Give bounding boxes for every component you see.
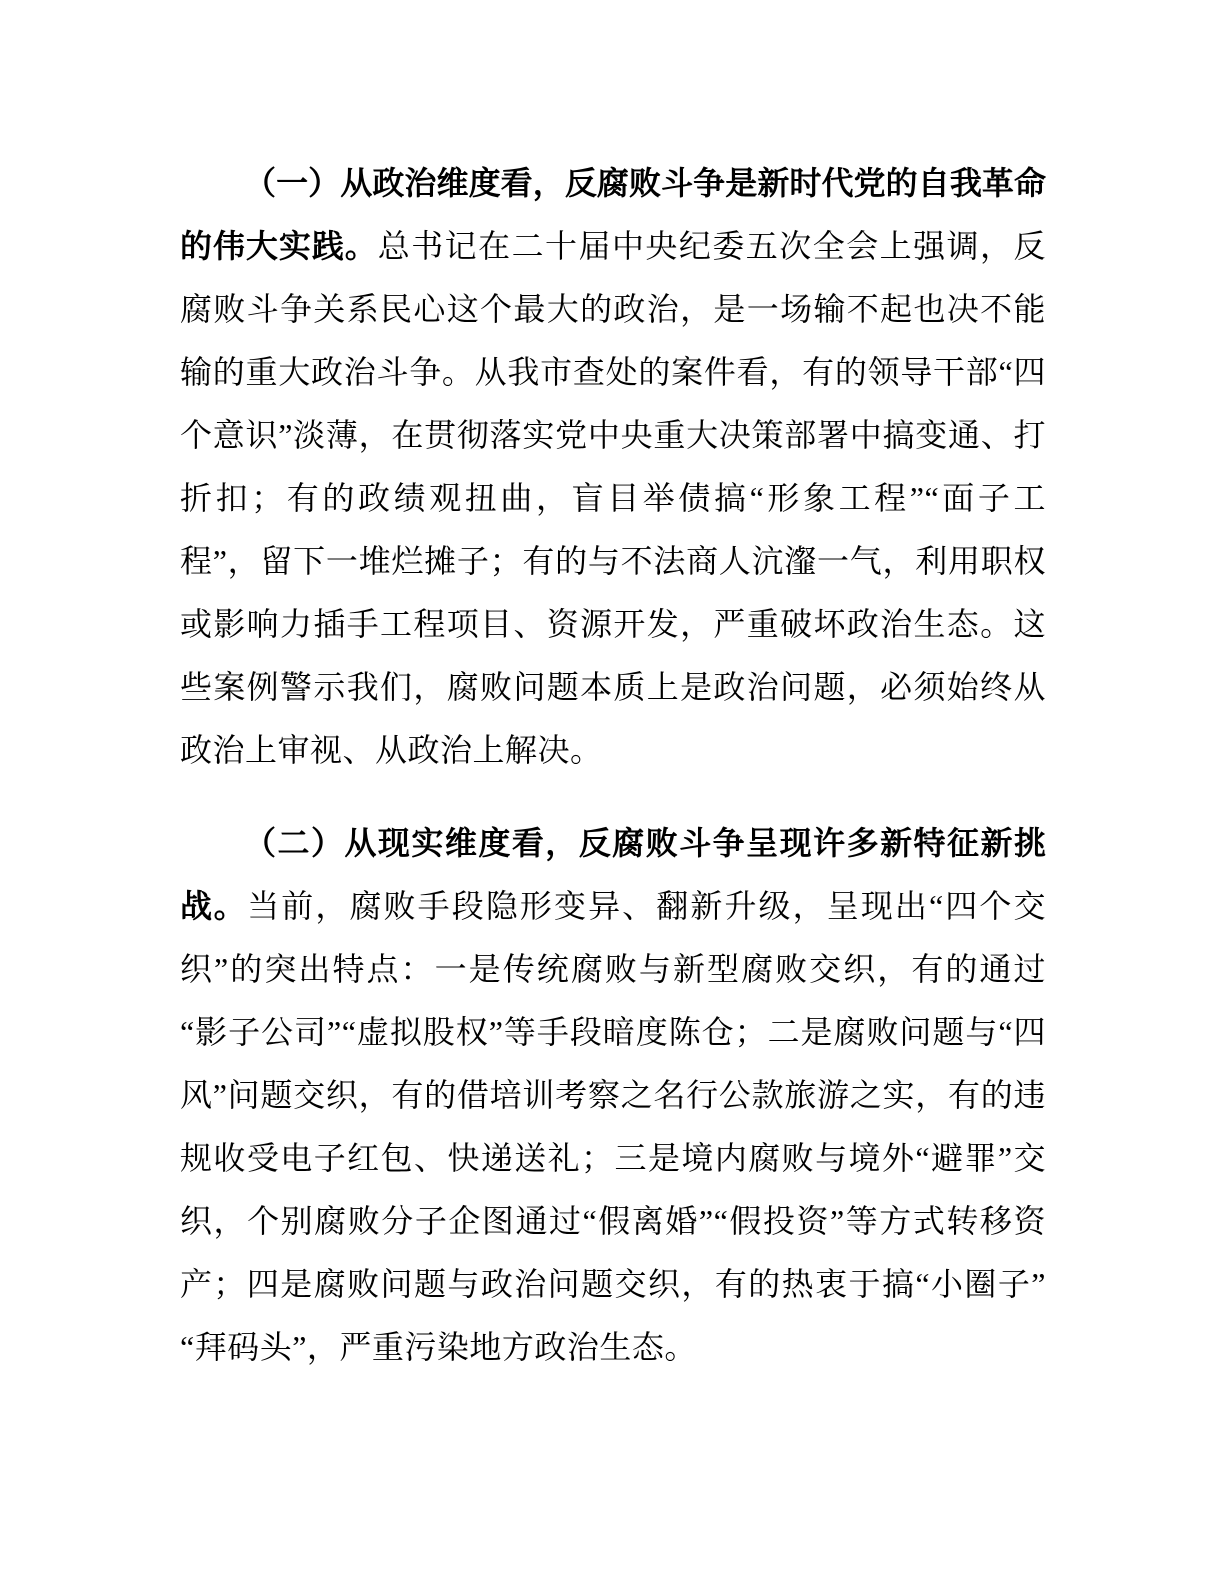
document-body: [180, 152, 1046, 1379]
paragraph-text: 总书记在二十届中央纪委五次全会上强调，反腐败斗争关系民心这个最大的政治，是一场输不起也决不能输的重大政治斗争。从我市查处的案件看，有的领导干部“四个意识”淡薄，在贯彻落实党中央重大决策部署中搞变通、打折扣；有的政绩观扭曲，盲目举债搞“形象工程”“面子工程”，留下一堆烂摊子；有的与不法商人沆瀣一气，利用职权或影响力插手工程项目、资源开发，严重破坏政治生态。这些案例警示我们，腐败问题本质上是政治问题，必须始终从政治上审视、从政治上解决。: [180, 228, 1046, 768]
paragraph-heading: （一）从政治维度看，反腐败斗争是新时代党的自我革命的伟大实践。: [180, 165, 1046, 264]
paragraph: [180, 812, 1046, 1379]
paragraph: [180, 152, 1046, 782]
paragraph-text: 当前，腐败手段隐形变异、翻新升级，呈现出“四个交织”的突出特点：一是传统腐败与新型腐败交织，有的通过“影子公司”“虚拟股权”等手段暗度陈仓；二是腐败问题与“四风”问题交织，有的借培训考察之名行公款旅游之实，有的违规收受电子红包、快递送礼；三是境内腐败与境外“避罪”交织，个别腐败分子企图通过“假离婚”“假投资”等方式转移资产；四是腐败问题与政治问题交织，有的热衷于搞“小圈子”“拜码头”，严重污染地方政治生态。: [180, 888, 1046, 1365]
paragraph-heading: （二）从现实维度看，反腐败斗争呈现许多新特征新挑战。: [180, 825, 1046, 924]
